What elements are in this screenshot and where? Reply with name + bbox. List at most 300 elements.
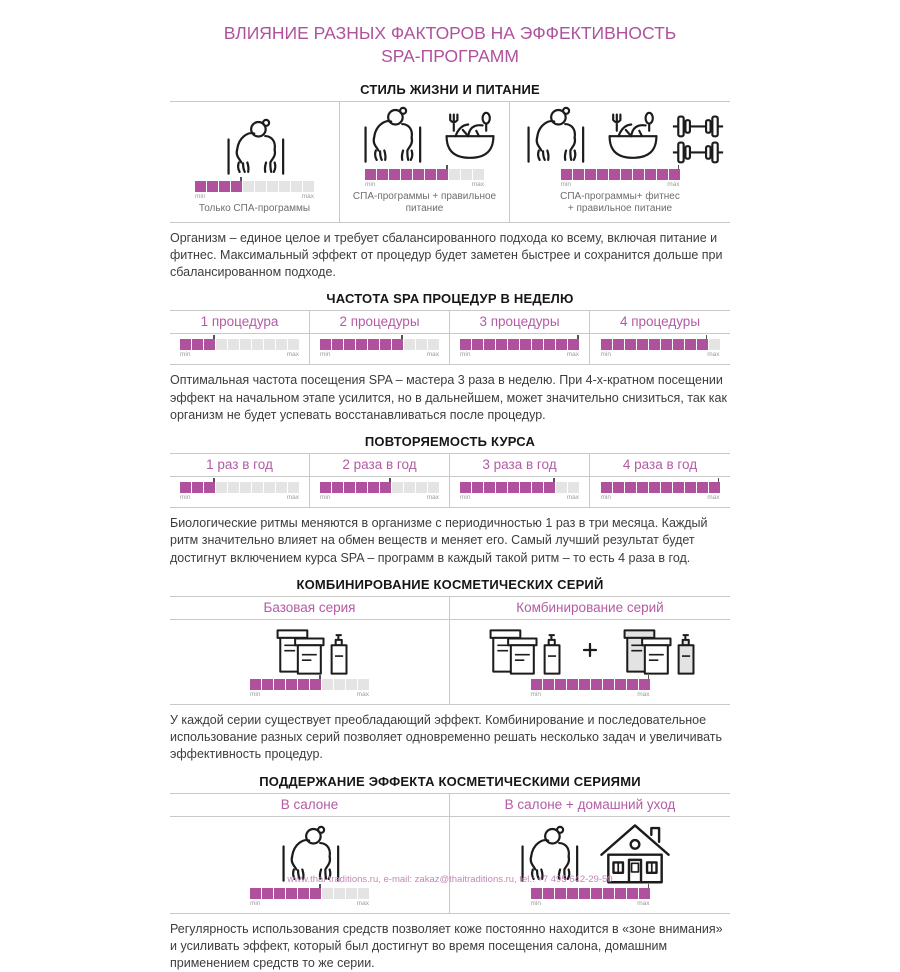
column-header: 1 процедура (170, 311, 310, 334)
bar-segment (274, 679, 285, 690)
column-cell (340, 102, 510, 222)
page-title (170, 22, 730, 68)
bar-scale-labels (180, 351, 299, 358)
bar-min-label: min (320, 494, 330, 501)
effect-bar (561, 169, 680, 188)
bar-min-label: min (320, 351, 330, 358)
bar-scale-labels (195, 193, 314, 200)
bar-segment (298, 679, 309, 690)
bar-segment (216, 482, 227, 493)
column-content (597, 477, 724, 507)
bar-min-label: min (531, 900, 541, 907)
bar-segments (250, 679, 369, 690)
bar-max-label: max (637, 900, 649, 907)
bar-segment (508, 482, 519, 493)
section-combining (170, 577, 730, 764)
bar-min-label: min (531, 691, 541, 698)
icon-row (214, 119, 296, 177)
column-content (456, 477, 583, 507)
bar-segment (243, 181, 254, 192)
bar-segment (332, 482, 343, 493)
bar-segment (685, 482, 696, 493)
bar-segments (531, 679, 650, 690)
bar-max-label: max (707, 494, 719, 501)
bar-segment (428, 482, 439, 493)
column-header: 3 процедуры (450, 311, 590, 334)
bar-scale-labels (460, 494, 579, 501)
bar-segment (298, 888, 309, 899)
bar-segment (310, 679, 321, 690)
bar-caption: Только СПА-программы (199, 203, 310, 216)
bar-segment (195, 181, 206, 192)
section-paragraph: Организм – единое целое и требует сбалансированного подхода ко всему, включая питание и фитнес. Максимальный эффект от процедур будет заметен быстрее и сохранится дольше при сбалансированном подходе. (170, 230, 730, 282)
page-title-line2: SPA-ПРОГРАММ (381, 46, 519, 66)
bar-min-label: min (195, 193, 205, 200)
column-cell (170, 334, 310, 364)
effect-bar (320, 482, 439, 501)
bar-segment (627, 888, 638, 899)
bar-segment (661, 339, 672, 350)
bar-segment (649, 482, 660, 493)
bar-segment (264, 482, 275, 493)
bar-segments (195, 181, 314, 192)
bar-tick (213, 478, 215, 482)
bar-segment (496, 482, 507, 493)
bar-tick (648, 675, 650, 679)
bar-segment (322, 888, 333, 899)
column-content (597, 334, 724, 364)
column-content (316, 477, 443, 507)
column-header: В салоне + домашний уход (450, 794, 730, 817)
column-header: В салоне (170, 794, 450, 817)
bar-segment (231, 181, 242, 192)
bar-segments (250, 888, 369, 899)
bar-scale-labels (250, 691, 369, 698)
bar-scale-labels (460, 351, 579, 358)
bar-segments (180, 482, 299, 493)
effect-bar (250, 888, 369, 907)
bar-min-label: min (460, 351, 470, 358)
bar-segment (532, 482, 543, 493)
bar-segment (368, 482, 379, 493)
effect-bar (365, 169, 484, 188)
effect-bar (195, 181, 314, 200)
bar-segment (709, 339, 720, 350)
section-paragraph: У каждой серии существует преобладающий эффект. Комбинирование и последовательное использование разных серий позволяет одновременно решать несколько задач и увеличивать эффективность процедур. (170, 712, 730, 764)
bar-max-label: max (567, 494, 579, 501)
bar-max-label: max (667, 181, 679, 188)
section-table (170, 596, 730, 705)
bar-max-label: max (637, 691, 649, 698)
column-content (246, 821, 373, 913)
bar-segment (613, 482, 624, 493)
bar-segment (615, 679, 626, 690)
bar-segment (544, 482, 555, 493)
bar-scale-labels (365, 181, 484, 188)
bar-segment (561, 169, 572, 180)
effect-bar (250, 679, 369, 698)
bar-segment (204, 482, 215, 493)
bar-segment (252, 339, 263, 350)
bar-segment (697, 482, 708, 493)
section-repetition (170, 434, 730, 567)
bar-segment (567, 888, 578, 899)
effect-bar (180, 482, 299, 501)
bar-scale-labels (561, 181, 680, 188)
bar-segment (250, 888, 261, 899)
effect-bar (320, 339, 439, 358)
bar-segment (484, 482, 495, 493)
bar-segment (633, 169, 644, 180)
bar-segments (531, 888, 650, 899)
bar-segment (673, 339, 684, 350)
section-lifestyle (170, 82, 730, 282)
column-cell (310, 477, 450, 507)
bar-segment (346, 679, 357, 690)
bar-segment (543, 888, 554, 899)
bar-segment (437, 169, 448, 180)
bar-segment (460, 339, 471, 350)
bar-segment (356, 482, 367, 493)
bar-segment (279, 181, 290, 192)
icon-row (514, 107, 726, 165)
section-header-repetition: ПОВТОРЯЕМОСТЬ КУРСА (170, 434, 730, 449)
bar-segment (346, 888, 357, 899)
bar-segment (262, 679, 273, 690)
icon-row (475, 625, 705, 675)
bar-segment (365, 169, 376, 180)
bar-segment (531, 679, 542, 690)
bar-max-label: max (427, 351, 439, 358)
column-cell (310, 334, 450, 364)
column-header: Базовая серия (170, 597, 450, 620)
column-content (504, 817, 676, 913)
bar-segment (555, 888, 566, 899)
bar-tick (446, 165, 448, 169)
section-header-lifestyle: СТИЛЬ ЖИЗНИ И ПИТАНИЕ (170, 82, 730, 97)
bar-tick (389, 478, 391, 482)
column-content (340, 102, 509, 222)
section-header-maintenance: ПОДДЕРЖАНИЕ ЭФФЕКТА КОСМЕТИЧЕСКИМИ СЕРИЯМИ (170, 774, 730, 789)
dumbbells-icon (670, 113, 726, 165)
bar-segment (276, 339, 287, 350)
section-table (170, 793, 730, 914)
bar-segment (625, 482, 636, 493)
bar-segment (568, 339, 579, 350)
bar-segment (192, 339, 203, 350)
section-table (170, 310, 730, 365)
bar-segment (697, 339, 708, 350)
bar-segment (555, 679, 566, 690)
bar-segment (585, 169, 596, 180)
bar-segment (389, 169, 400, 180)
bar-min-label: min (365, 181, 375, 188)
bar-segment (615, 888, 626, 899)
section-header-combining: КОМБИНИРОВАНИЕ КОСМЕТИЧЕСКИХ СЕРИЙ (170, 577, 730, 592)
massage-icon (514, 107, 596, 165)
bar-segment (207, 181, 218, 192)
bar-segment (332, 339, 343, 350)
bar-segment (603, 679, 614, 690)
column-header: Комбинирование серий (450, 597, 730, 620)
bar-min-label: min (601, 494, 611, 501)
icon-row (262, 625, 358, 675)
bar-segment (709, 482, 720, 493)
bar-segment (392, 482, 403, 493)
bar-segment (286, 888, 297, 899)
bar-segment (625, 339, 636, 350)
bar-segment (392, 339, 403, 350)
bar-segment (320, 482, 331, 493)
bar-segment (310, 888, 321, 899)
bar-segment (204, 339, 215, 350)
column-cell (510, 102, 730, 222)
bar-segment (404, 482, 415, 493)
bar-segment (180, 482, 191, 493)
bar-segment (461, 169, 472, 180)
bar-segments (365, 169, 484, 180)
bar-segment (579, 679, 590, 690)
bar-segment (567, 679, 578, 690)
bar-segment (496, 339, 507, 350)
bar-tick (553, 478, 555, 482)
bar-segment (460, 482, 471, 493)
bar-segment (673, 482, 684, 493)
effect-bar (531, 888, 650, 907)
bar-segment (291, 181, 302, 192)
bar-min-label: min (250, 900, 260, 907)
bar-tick (319, 675, 321, 679)
bar-segment (601, 482, 612, 493)
bar-scale-labels (531, 691, 650, 698)
bar-segment (603, 888, 614, 899)
bar-segment (484, 339, 495, 350)
bar-max-label: max (357, 900, 369, 907)
bar-tick (401, 335, 403, 339)
bar-segment (508, 339, 519, 350)
bar-max-label: max (472, 181, 484, 188)
bar-min-label: min (561, 181, 571, 188)
column-header: 2 процедуры (310, 311, 450, 334)
cosmetics-icon (475, 625, 571, 675)
bar-min-label: min (250, 691, 260, 698)
bar-segment (358, 679, 369, 690)
bar-segment (531, 888, 542, 899)
bar-segment (573, 169, 584, 180)
bar-segment (255, 181, 266, 192)
column-header: 2 раза в год (310, 454, 450, 477)
bar-segment (591, 888, 602, 899)
bar-segment (639, 888, 650, 899)
bar-segment (520, 339, 531, 350)
bar-segment (358, 888, 369, 899)
effect-bar (180, 339, 299, 358)
bar-segment (532, 339, 543, 350)
bar-segment (428, 339, 439, 350)
bar-segment (264, 339, 275, 350)
column-cell (450, 620, 730, 704)
bar-segment (192, 482, 203, 493)
column-cell (170, 817, 450, 913)
nutrition-icon (441, 111, 499, 165)
column-cell (450, 334, 590, 364)
bar-scale-labels (180, 494, 299, 501)
bar-segment (262, 888, 273, 899)
bar-scale-labels (320, 351, 439, 358)
bar-segment (657, 169, 668, 180)
bar-segment (637, 482, 648, 493)
bar-segment (543, 679, 554, 690)
column-cell (590, 477, 730, 507)
section-frequency (170, 291, 730, 424)
column-header: 3 раза в год (450, 454, 590, 477)
effect-bar (531, 679, 650, 698)
bar-tick (577, 335, 579, 339)
bar-scale-labels (250, 900, 369, 907)
bar-segment (591, 679, 602, 690)
content-column (170, 0, 730, 972)
bar-segment (601, 339, 612, 350)
bar-segment (685, 339, 696, 350)
bar-tick (240, 177, 242, 181)
bar-segment (180, 339, 191, 350)
bar-segment (216, 339, 227, 350)
column-cell (450, 817, 730, 913)
massage-icon (351, 107, 433, 165)
bar-segment (401, 169, 412, 180)
bar-scale-labels (531, 900, 650, 907)
bar-segment (267, 181, 278, 192)
bar-scale-labels (601, 351, 720, 358)
bar-segment (645, 169, 656, 180)
bar-segment (472, 482, 483, 493)
bar-caption: СПА-программы+ фитнес + правильное питание (560, 191, 680, 216)
column-content (510, 102, 730, 222)
bar-segment (240, 482, 251, 493)
bar-segment (556, 482, 567, 493)
bar-max-label: max (707, 351, 719, 358)
bar-segment (637, 339, 648, 350)
column-header: 4 раза в год (590, 454, 730, 477)
bar-segment (425, 169, 436, 180)
bar-max-label: max (287, 494, 299, 501)
bar-segment (274, 888, 285, 899)
sections-container (170, 82, 730, 972)
bar-segment (556, 339, 567, 350)
bar-segment (288, 339, 299, 350)
bar-segment (252, 482, 263, 493)
column-cell (450, 477, 590, 507)
bar-segment (472, 339, 483, 350)
section-maintenance (170, 774, 730, 972)
effect-bar (601, 482, 720, 501)
column-header: 4 процедуры (590, 311, 730, 334)
icon-row (351, 107, 499, 165)
bar-max-label: max (567, 351, 579, 358)
bar-segment (449, 169, 460, 180)
bar-segment (356, 339, 367, 350)
column-content (316, 334, 443, 364)
column-content (176, 334, 303, 364)
bar-scale-labels (601, 494, 720, 501)
bar-scale-labels (320, 494, 439, 501)
column-content (471, 620, 709, 704)
bar-segment (544, 339, 555, 350)
bar-segment (520, 482, 531, 493)
bar-segments (180, 339, 299, 350)
footer-contacts: www.thai-traditions.ru, e-mail: zakaz@thaitraditions.ru, tel.: +7 495 642-29-50 (0, 874, 900, 885)
bar-segment (368, 339, 379, 350)
bar-segments (320, 339, 439, 350)
bar-segment (380, 339, 391, 350)
bar-min-label: min (180, 351, 190, 358)
bar-segment (377, 169, 388, 180)
bar-segment (404, 339, 415, 350)
effect-bar (601, 339, 720, 358)
bar-segments (320, 482, 439, 493)
bar-max-label: max (357, 691, 369, 698)
section-paragraph: Биологические ритмы меняются в организме с периодичностью 1 раз в три месяца. Каждый ритм значительно влияет на обмен веществ и меняет его. Самый лучший результат будет достигнут включением курса SPA – программ в каждый такой ритм – то есть 4 раза в год. (170, 515, 730, 567)
column-content (176, 477, 303, 507)
bar-min-label: min (180, 494, 190, 501)
effect-bar (460, 339, 579, 358)
bar-segment (579, 888, 590, 899)
column-content (246, 620, 373, 704)
section-header-frequency: ЧАСТОТА SPA ПРОЦЕДУР В НЕДЕЛЮ (170, 291, 730, 306)
column-header: 1 раз в год (170, 454, 310, 477)
bar-tick (706, 335, 708, 339)
bar-segment (334, 888, 345, 899)
bar-caption: СПА-программы + правильное питание (344, 191, 505, 216)
bar-segment (568, 482, 579, 493)
column-cell (590, 334, 730, 364)
bar-segment (320, 339, 331, 350)
bar-segment (219, 181, 230, 192)
section-table (170, 453, 730, 508)
column-cell (170, 477, 310, 507)
bar-segment (416, 339, 427, 350)
bar-segment (473, 169, 484, 180)
bar-segment (627, 679, 638, 690)
cosmetics-gray-icon (609, 625, 705, 675)
bar-segment (413, 169, 424, 180)
section-paragraph: Регулярность использования средств позволяет коже постоянно находится в «зоне внимания» и усиливать эффект, который был достигнут во время посещения салона, домашним применением средств то же серии. (170, 921, 730, 972)
bar-segment (613, 339, 624, 350)
bar-segment (288, 482, 299, 493)
bar-segment (609, 169, 620, 180)
bar-segment (322, 679, 333, 690)
bar-segments (601, 482, 720, 493)
effect-bar (460, 482, 579, 501)
bar-segment (669, 169, 680, 180)
bar-max-label: max (302, 193, 314, 200)
bar-tick (213, 335, 215, 339)
bar-tick (718, 478, 720, 482)
column-content (456, 334, 583, 364)
bar-segment (661, 482, 672, 493)
bar-segment (240, 339, 251, 350)
bar-segment (276, 482, 287, 493)
bar-tick (678, 165, 680, 169)
bar-min-label: min (460, 494, 470, 501)
cosmetics-icon (262, 625, 358, 675)
page-title-line1: ВЛИЯНИЕ РАЗНЫХ ФАКТОРОВ НА ЭФФЕКТИВНОСТЬ (224, 23, 677, 43)
bar-segments (460, 482, 579, 493)
bar-segment (228, 339, 239, 350)
bar-segment (639, 679, 650, 690)
bar-segments (601, 339, 720, 350)
bar-segment (416, 482, 427, 493)
